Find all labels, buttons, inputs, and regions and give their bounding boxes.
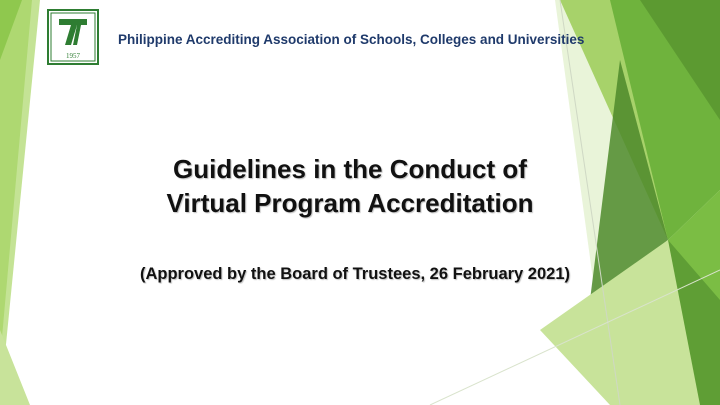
title-line-2: Virtual Program Accreditation	[166, 188, 534, 218]
left-facet-bottom	[0, 330, 30, 405]
slide-subtitle: (Approved by the Board of Trustees, 26 February 2021)	[139, 265, 571, 283]
organization-name: Philippine Accrediting Association of Schools, Colleges and Universities	[118, 32, 585, 47]
title-line-1: Guidelines in the Conduct of	[173, 154, 527, 184]
logo-year: 1957	[66, 52, 80, 60]
paascu-logo	[47, 9, 99, 65]
slide-title	[0, 152, 700, 220]
